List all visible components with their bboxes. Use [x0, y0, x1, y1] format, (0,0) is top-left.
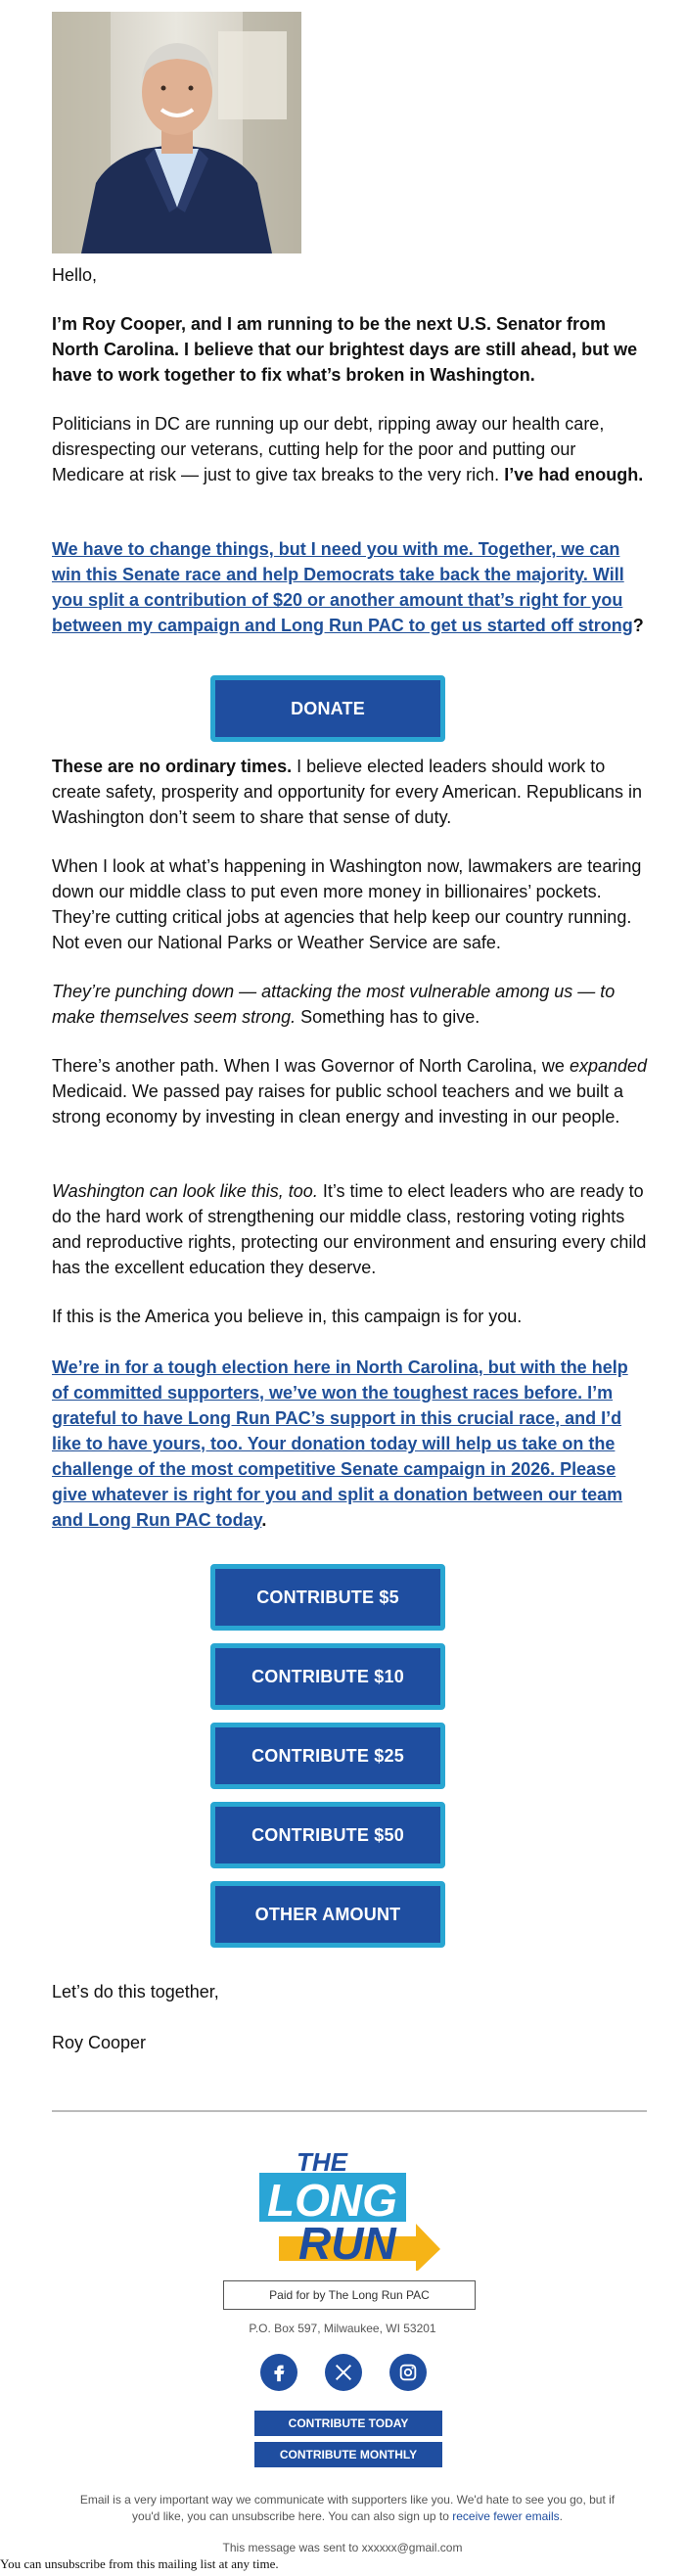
path-paragraph [52, 1053, 649, 1129]
punching-italic: They’re punching down — attacking the most vulnerable among us — to make themselves seem strong. [52, 982, 616, 1027]
paid-for-box: Paid for by The Long Run PAC [223, 2280, 476, 2310]
long-run-logo [250, 2143, 445, 2271]
politicians-paragraph [52, 411, 649, 487]
ask-link-1[interactable]: We have to change things, but I need you with me. Together, we can win this Senate race and help Democrats take back the majority. Will you split a contribution of $20 or another amount that’s right for you between my campaign and Long Run PAC to get us started off strong [52, 539, 633, 635]
footer-end: . [559, 2509, 563, 2523]
contribute-5-button[interactable]: CONTRIBUTE $5 [210, 1564, 445, 1631]
donate-button[interactable]: DONATE [210, 675, 445, 742]
greeting: Hello, [52, 265, 98, 285]
footer-body: Email is a very important way we communicate with supporters like you. We'd hate to see you go, but if you'd like, you can unsubscribe here. You can also sign up to [79, 2493, 616, 2523]
ask-link-2[interactable]: We’re in for a tough election here in North Carolina, but with the help of committed supporters, we’ve won the toughest races before. I’m grateful to have Long Run PAC’s support in this crucial race, and I’d like to have yours, too. Your donation today will help us take on the challenge of the most competitive Senate campaign in 2026. Please give whatever is right for you and split a donation between our team and Long Run PAC today [52, 1357, 628, 1530]
ask-end-1: ? [632, 616, 644, 635]
path-text-1: There’s another path. When I was Governor of North Carolina, we [52, 1056, 570, 1076]
path-text-2: Medicaid. We passed pay raises for public school teachers and we built a strong economy by investing in clean energy and investing in our people. [52, 1081, 623, 1127]
instagram-icon[interactable] [389, 2354, 427, 2391]
candidate-photo [52, 12, 301, 253]
facebook-icon[interactable] [260, 2354, 297, 2391]
x-icon[interactable] [325, 2354, 362, 2391]
look-paragraph [52, 1178, 649, 1280]
politicians-text: Politicians in DC are running up our debt, ripping away our health care, disrespecting our veterans, cutting help for the poor and putting our Medicare at risk — just to give tax breaks to the very rich. [52, 414, 605, 484]
logo-run: RUN [298, 2218, 396, 2269]
divider [52, 2110, 647, 2112]
look-text: It’s time to elect leaders who are ready to do the hard work of strengthening our middle class, restoring voting rights and reproductive rights, protecting our environment and ensuring every child has the excellent education they deserve. [52, 1181, 647, 1277]
ask-paragraph-2 [52, 1355, 649, 1533]
contribute-50-button[interactable]: CONTRIBUTE $50 [210, 1802, 445, 1868]
ordinary-text: I believe elected leaders should work to create safety, prosperity and opportunity for every American. Republicans in Washington don’t seem to share that sense of duty. [52, 757, 642, 827]
fewer-emails-link[interactable]: receive fewer emails [452, 2509, 560, 2523]
logo-long: LONG [267, 2175, 397, 2226]
path-italic: expanded [569, 1056, 648, 1076]
ask-end-2: . [261, 1510, 267, 1530]
ask-paragraph-1 [52, 536, 649, 638]
sent-to: This message was sent to xxxxxx@gmail.com [222, 2541, 463, 2554]
other-amount-button[interactable]: OTHER AMOUNT [210, 1881, 445, 1948]
closing: Let’s do this together, [52, 1982, 219, 2001]
america-paragraph: If this is the America you believe in, this campaign is for you. [52, 1307, 523, 1326]
contribute-today-button[interactable]: CONTRIBUTE TODAY [254, 2411, 442, 2436]
look-italic: Washington can look like this, too. [52, 1181, 318, 1201]
intro-paragraph: I’m Roy Cooper, and I am running to be the next U.S. Senator from North Carolina. I believe that our brightest days are still ahead, but we have to work together to fix what’s broken in Washington. [52, 314, 638, 385]
contribute-10-button[interactable]: CONTRIBUTE $10 [210, 1643, 445, 1710]
signature: Roy Cooper [52, 2033, 147, 2052]
punching-paragraph [52, 979, 649, 1030]
contribute-25-button[interactable]: CONTRIBUTE $25 [210, 1723, 445, 1789]
ordinary-bold: These are no ordinary times. [52, 757, 293, 776]
punching-text: Something has to give. [296, 1007, 480, 1027]
politicians-bold: I’ve had enough. [504, 465, 644, 484]
logo-the: THE [297, 2147, 347, 2177]
contribute-monthly-button[interactable]: CONTRIBUTE MONTHLY [254, 2442, 442, 2467]
mailing-address: P.O. Box 597, Milwaukee, WI 53201 [249, 2322, 436, 2335]
footer-text [68, 2492, 626, 2525]
washington-paragraph: When I look at what’s happening in Washington now, lawmakers are tearing down our middle class to put even more money in billionaires’ pockets. They’re cutting critical jobs at agencies that help keep our country running. Not even our National Parks or Weather Service are safe. [52, 856, 642, 952]
unsubscribe-note: You can unsubscribe from this mailing list at any time. [0, 2556, 279, 2571]
ordinary-paragraph [52, 754, 649, 830]
